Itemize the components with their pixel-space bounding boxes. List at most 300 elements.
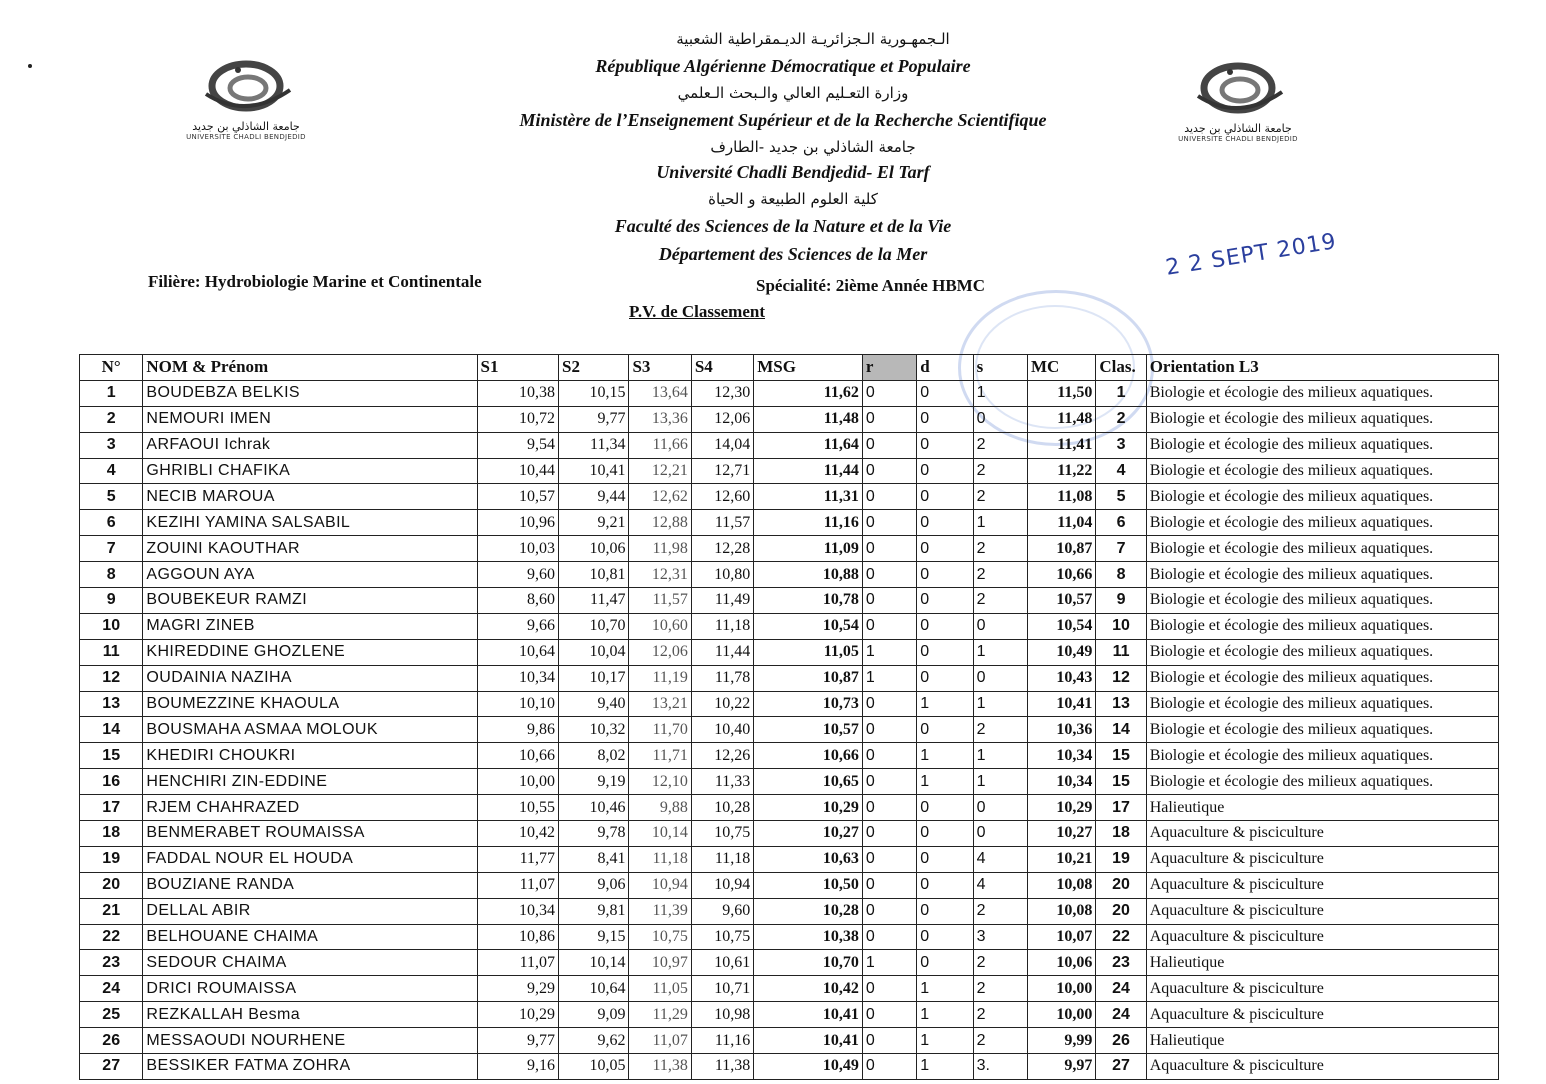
cell-number: 13 <box>80 691 143 717</box>
cell-mc: 11,08 <box>1027 484 1095 510</box>
cell-mc: 10,21 <box>1027 846 1095 872</box>
cell-s: 1 <box>973 639 1027 665</box>
cell-name: DRICI ROUMAISSA <box>143 976 477 1002</box>
cell-orientation: Aquaculture & pisciculture <box>1146 821 1498 847</box>
col-header-s2: S2 <box>559 355 629 381</box>
table-row <box>80 562 1499 588</box>
table-row <box>80 510 1499 536</box>
cell-r: 0 <box>862 613 916 639</box>
cell-s: 2 <box>973 432 1027 458</box>
cell-rank: 20 <box>1096 872 1146 898</box>
cell-r: 0 <box>862 1028 916 1054</box>
cell-s2: 11,47 <box>559 588 629 614</box>
cell-r: 0 <box>862 510 916 536</box>
cell-s2: 10,05 <box>559 1054 629 1080</box>
cell-s1: 9,60 <box>477 562 559 588</box>
cell-s4: 11,18 <box>691 613 753 639</box>
cell-r: 0 <box>862 872 916 898</box>
cell-name: MAGRI ZINEB <box>143 613 477 639</box>
table-row <box>80 872 1499 898</box>
table-row <box>80 821 1499 847</box>
col-header-d: d <box>917 355 973 381</box>
table-row <box>80 1028 1499 1054</box>
cell-d: 0 <box>917 536 973 562</box>
header-arabic-republic: الـجمهـورية الـجزائريـة الديـمقراطية الشعبية <box>676 30 950 48</box>
cell-s4: 12,28 <box>691 536 753 562</box>
cell-msg: 11,31 <box>754 484 863 510</box>
cell-rank: 7 <box>1096 536 1146 562</box>
cell-s3: 13,36 <box>629 406 691 432</box>
filiere-label: Filière: Hydrobiologie Marine et Continentale <box>148 272 482 291</box>
cell-msg: 10,29 <box>754 795 863 821</box>
cell-s4: 11,49 <box>691 588 753 614</box>
cell-orientation: Aquaculture & pisciculture <box>1146 872 1498 898</box>
cell-d: 0 <box>917 562 973 588</box>
cell-mc: 9,97 <box>1027 1054 1095 1080</box>
logo-arabic-name: جامعة الشاذلي بن جديد <box>1184 122 1292 135</box>
cell-s2: 10,46 <box>559 795 629 821</box>
cell-s3: 13,21 <box>629 691 691 717</box>
cell-s: 2 <box>973 484 1027 510</box>
table-row <box>80 898 1499 924</box>
cell-msg: 11,05 <box>754 639 863 665</box>
cell-rank: 12 <box>1096 665 1146 691</box>
cell-s: 1 <box>973 769 1027 795</box>
cell-s2: 8,02 <box>559 743 629 769</box>
cell-number: 19 <box>80 846 143 872</box>
cell-s2: 9,40 <box>559 691 629 717</box>
cell-s3: 11,18 <box>629 846 691 872</box>
cell-s1: 10,42 <box>477 821 559 847</box>
cell-r: 0 <box>862 743 916 769</box>
col-header-mc: MC <box>1027 355 1095 381</box>
cell-s2: 9,15 <box>559 924 629 950</box>
cell-s3: 11,98 <box>629 536 691 562</box>
cell-number: 2 <box>80 406 143 432</box>
cell-number: 27 <box>80 1054 143 1080</box>
cell-r: 0 <box>862 846 916 872</box>
cell-s1: 10,00 <box>477 769 559 795</box>
col-header-s4: S4 <box>691 355 753 381</box>
cell-orientation: Biologie et écologie des milieux aquatiques. <box>1146 406 1498 432</box>
table-row <box>80 717 1499 743</box>
cell-s4: 10,61 <box>691 950 753 976</box>
cell-r: 0 <box>862 536 916 562</box>
cell-s4: 10,98 <box>691 1002 753 1028</box>
cell-name: KHIREDDINE GHOZLENE <box>143 639 477 665</box>
cell-number: 22 <box>80 924 143 950</box>
cell-s1: 11,07 <box>477 950 559 976</box>
cell-name: BOUDEBZA BELKIS <box>143 380 477 406</box>
cell-s4: 11,44 <box>691 639 753 665</box>
cell-s4: 12,26 <box>691 743 753 769</box>
cell-orientation: Biologie et écologie des milieux aquatiques. <box>1146 458 1498 484</box>
cell-number: 25 <box>80 1002 143 1028</box>
cell-rank: 24 <box>1096 1002 1146 1028</box>
cell-d: 0 <box>917 484 973 510</box>
cell-mc: 10,06 <box>1027 950 1095 976</box>
cell-mc: 10,07 <box>1027 924 1095 950</box>
cell-s: 1 <box>973 510 1027 536</box>
cell-number: 7 <box>80 536 143 562</box>
cell-d: 0 <box>917 639 973 665</box>
cell-number: 16 <box>80 769 143 795</box>
logo-arabic-name: جامعة الشاذلي بن جديد <box>192 120 300 133</box>
cell-s4: 12,71 <box>691 458 753 484</box>
cell-name: BOUMEZZINE KHAOULA <box>143 691 477 717</box>
cell-mc: 10,27 <box>1027 821 1095 847</box>
table-row <box>80 639 1499 665</box>
cell-rank: 5 <box>1096 484 1146 510</box>
cell-mc: 11,04 <box>1027 510 1095 536</box>
cell-name: NEMOURI IMEN <box>143 406 477 432</box>
cell-s2: 10,15 <box>559 380 629 406</box>
cell-number: 8 <box>80 562 143 588</box>
cell-mc: 10,49 <box>1027 639 1095 665</box>
cell-s2: 9,78 <box>559 821 629 847</box>
cell-msg: 10,50 <box>754 872 863 898</box>
cell-r: 0 <box>862 1002 916 1028</box>
cell-s1: 10,38 <box>477 380 559 406</box>
cell-s3: 11,57 <box>629 588 691 614</box>
cell-name: FADDAL NOUR EL HOUDA <box>143 846 477 872</box>
cell-r: 0 <box>862 717 916 743</box>
table-row <box>80 769 1499 795</box>
cell-s2: 10,06 <box>559 536 629 562</box>
cell-s4: 11,33 <box>691 769 753 795</box>
cell-number: 10 <box>80 613 143 639</box>
cell-s2: 9,21 <box>559 510 629 536</box>
cell-s4: 10,75 <box>691 924 753 950</box>
cell-s: 2 <box>973 1002 1027 1028</box>
cell-r: 0 <box>862 406 916 432</box>
cell-rank: 3 <box>1096 432 1146 458</box>
cell-number: 17 <box>80 795 143 821</box>
cell-s4: 10,80 <box>691 562 753 588</box>
table-row <box>80 743 1499 769</box>
cell-s4: 10,22 <box>691 691 753 717</box>
cell-s3: 11,19 <box>629 665 691 691</box>
cell-s1: 10,55 <box>477 795 559 821</box>
cell-s2: 9,06 <box>559 872 629 898</box>
cell-s4: 11,18 <box>691 846 753 872</box>
cell-name: AGGOUN AYA <box>143 562 477 588</box>
cell-s: 2 <box>973 717 1027 743</box>
cell-s: 0 <box>973 795 1027 821</box>
cell-name: NECIB MAROUA <box>143 484 477 510</box>
cell-mc: 10,57 <box>1027 588 1095 614</box>
cell-s4: 9,60 <box>691 898 753 924</box>
cell-r: 0 <box>862 588 916 614</box>
cell-rank: 20 <box>1096 898 1146 924</box>
cell-d: 1 <box>917 691 973 717</box>
cell-s3: 10,75 <box>629 924 691 950</box>
cell-name: RJEM CHAHRAZED <box>143 795 477 821</box>
cell-mc: 11,41 <box>1027 432 1095 458</box>
cell-number: 12 <box>80 665 143 691</box>
cell-s3: 12,88 <box>629 510 691 536</box>
cell-s2: 10,04 <box>559 639 629 665</box>
cell-s: 4 <box>973 872 1027 898</box>
cell-number: 20 <box>80 872 143 898</box>
col-header-orientation: Orientation L3 <box>1146 355 1498 381</box>
cell-orientation: Biologie et écologie des milieux aquatiques. <box>1146 743 1498 769</box>
cell-orientation: Aquaculture & pisciculture <box>1146 924 1498 950</box>
cell-s2: 11,34 <box>559 432 629 458</box>
cell-rank: 6 <box>1096 510 1146 536</box>
cell-s3: 11,66 <box>629 432 691 458</box>
cell-name: GHRIBLI CHAFIKA <box>143 458 477 484</box>
cell-s3: 11,07 <box>629 1028 691 1054</box>
cell-rank: 26 <box>1096 1028 1146 1054</box>
cell-orientation: Halieutique <box>1146 795 1498 821</box>
cell-s2: 10,81 <box>559 562 629 588</box>
cell-rank: 27 <box>1096 1054 1146 1080</box>
cell-s: 2 <box>973 562 1027 588</box>
cell-s1: 8,60 <box>477 588 559 614</box>
cell-s: 2 <box>973 898 1027 924</box>
table-row <box>80 691 1499 717</box>
cell-s2: 10,41 <box>559 458 629 484</box>
cell-d: 0 <box>917 821 973 847</box>
cell-name: MESSAOUDI NOURHENE <box>143 1028 477 1054</box>
cell-msg: 10,70 <box>754 950 863 976</box>
cell-s2: 10,70 <box>559 613 629 639</box>
cell-s2: 10,14 <box>559 950 629 976</box>
cell-s1: 9,16 <box>477 1054 559 1080</box>
cell-name: BOUSMAHA ASMAA MOLOUK <box>143 717 477 743</box>
cell-name: SEDOUR CHAIMA <box>143 950 477 976</box>
cell-s: 2 <box>973 458 1027 484</box>
cell-name: BENMERABET ROUMAISSA <box>143 821 477 847</box>
cell-s2: 9,81 <box>559 898 629 924</box>
cell-d: 1 <box>917 976 973 1002</box>
table-row <box>80 950 1499 976</box>
cell-msg: 10,87 <box>754 665 863 691</box>
cell-orientation: Biologie et écologie des milieux aquatiques. <box>1146 510 1498 536</box>
col-header-s1: S1 <box>477 355 559 381</box>
cell-s1: 10,10 <box>477 691 559 717</box>
cell-rank: 13 <box>1096 691 1146 717</box>
cell-r: 1 <box>862 950 916 976</box>
header-french-university: Université Chadli Bendjedid- El Tarf <box>656 162 930 182</box>
cell-orientation: Biologie et écologie des milieux aquatiques. <box>1146 432 1498 458</box>
cell-s4: 11,16 <box>691 1028 753 1054</box>
cell-orientation: Aquaculture & pisciculture <box>1146 1002 1498 1028</box>
cell-s2: 9,19 <box>559 769 629 795</box>
cell-s: 3. <box>973 1054 1027 1080</box>
cell-name: BOUZIANE RANDA <box>143 872 477 898</box>
cell-mc: 10,00 <box>1027 976 1095 1002</box>
cell-mc: 10,54 <box>1027 613 1095 639</box>
table-row <box>80 380 1499 406</box>
cell-number: 4 <box>80 458 143 484</box>
cell-s: 2 <box>973 588 1027 614</box>
cell-s1: 10,66 <box>477 743 559 769</box>
cell-number: 21 <box>80 898 143 924</box>
cell-msg: 10,54 <box>754 613 863 639</box>
col-header-s3: S3 <box>629 355 691 381</box>
cell-msg: 10,38 <box>754 924 863 950</box>
cell-d: 0 <box>917 510 973 536</box>
cell-number: 23 <box>80 950 143 976</box>
cell-d: 0 <box>917 795 973 821</box>
header-arabic-faculty: كلية العلوم الطبيعة و الحياة <box>708 190 878 208</box>
cell-s3: 12,10 <box>629 769 691 795</box>
cell-number: 15 <box>80 743 143 769</box>
cell-d: 0 <box>917 432 973 458</box>
header-french-republic: République Algérienne Démocratique et Populaire <box>595 56 971 76</box>
cell-s3: 11,38 <box>629 1054 691 1080</box>
cell-s4: 10,28 <box>691 795 753 821</box>
cell-s2: 9,62 <box>559 1028 629 1054</box>
cell-mc: 10,41 <box>1027 691 1095 717</box>
cell-d: 0 <box>917 665 973 691</box>
cell-d: 0 <box>917 406 973 432</box>
cell-s1: 10,86 <box>477 924 559 950</box>
cell-s1: 10,96 <box>477 510 559 536</box>
cell-orientation: Aquaculture & pisciculture <box>1146 898 1498 924</box>
cell-name: ZOUINI KAOUTHAR <box>143 536 477 562</box>
cell-s2: 9,44 <box>559 484 629 510</box>
cell-rank: 22 <box>1096 924 1146 950</box>
cell-s4: 14,04 <box>691 432 753 458</box>
cell-msg: 10,63 <box>754 846 863 872</box>
cell-s3: 11,70 <box>629 717 691 743</box>
cell-s1: 10,34 <box>477 898 559 924</box>
cell-mc: 10,00 <box>1027 1002 1095 1028</box>
cell-orientation: Biologie et écologie des milieux aquatiques. <box>1146 562 1498 588</box>
cell-d: 0 <box>917 950 973 976</box>
cell-d: 0 <box>917 924 973 950</box>
cell-msg: 10,65 <box>754 769 863 795</box>
cell-mc: 10,36 <box>1027 717 1095 743</box>
cell-s3: 11,71 <box>629 743 691 769</box>
cell-s: 4 <box>973 846 1027 872</box>
cell-rank: 15 <box>1096 769 1146 795</box>
cell-s2: 8,41 <box>559 846 629 872</box>
cell-rank: 14 <box>1096 717 1146 743</box>
cell-rank: 18 <box>1096 821 1146 847</box>
cell-rank: 11 <box>1096 639 1146 665</box>
table-row <box>80 976 1499 1002</box>
cell-msg: 10,41 <box>754 1002 863 1028</box>
cell-orientation: Biologie et écologie des milieux aquatiques. <box>1146 639 1498 665</box>
cell-rank: 8 <box>1096 562 1146 588</box>
logo-french-name: UNIVERSITE CHADLI BENDJEDID <box>1178 135 1298 143</box>
logo-french-name: UNIVERSITE CHADLI BENDJEDID <box>186 133 306 141</box>
cell-s4: 10,75 <box>691 821 753 847</box>
table-row <box>80 1002 1499 1028</box>
cell-orientation: Biologie et écologie des milieux aquatiques. <box>1146 536 1498 562</box>
header-arabic-university: جامعة الشاذلي بن جديد -الطارف <box>710 138 916 156</box>
cell-s4: 10,40 <box>691 717 753 743</box>
cell-number: 26 <box>80 1028 143 1054</box>
cell-name: ARFAOUI Ichrak <box>143 432 477 458</box>
cell-s1: 11,77 <box>477 846 559 872</box>
cell-s3: 12,06 <box>629 639 691 665</box>
cell-r: 0 <box>862 484 916 510</box>
cell-s3: 11,39 <box>629 898 691 924</box>
cell-mc: 9,99 <box>1027 1028 1095 1054</box>
cell-msg: 11,09 <box>754 536 863 562</box>
cell-s2: 10,17 <box>559 665 629 691</box>
cell-r: 0 <box>862 1054 916 1080</box>
cell-mc: 10,29 <box>1027 795 1095 821</box>
cell-msg: 10,66 <box>754 743 863 769</box>
cell-number: 5 <box>80 484 143 510</box>
cell-rank: 24 <box>1096 976 1146 1002</box>
cell-name: BESSIKER FATMA ZOHRA <box>143 1054 477 1080</box>
cell-orientation: Biologie et écologie des milieux aquatiques. <box>1146 769 1498 795</box>
cell-number: 14 <box>80 717 143 743</box>
cell-orientation: Biologie et écologie des milieux aquatiques. <box>1146 588 1498 614</box>
cell-number: 3 <box>80 432 143 458</box>
cell-orientation: Aquaculture & pisciculture <box>1146 1054 1498 1080</box>
col-header-clas: Clas. <box>1096 355 1146 381</box>
cell-msg: 10,41 <box>754 1028 863 1054</box>
cell-number: 18 <box>80 821 143 847</box>
cell-rank: 15 <box>1096 743 1146 769</box>
cell-mc: 10,08 <box>1027 872 1095 898</box>
cell-msg: 10,27 <box>754 821 863 847</box>
table-row <box>80 846 1499 872</box>
cell-s1: 9,66 <box>477 613 559 639</box>
cell-s3: 12,21 <box>629 458 691 484</box>
date-stamp: 2 2 SEPT 2019 <box>1164 229 1339 281</box>
cell-msg: 10,42 <box>754 976 863 1002</box>
cell-s: 0 <box>973 406 1027 432</box>
cell-s2: 9,09 <box>559 1002 629 1028</box>
specialite-label: Spécialité: 2ième Année HBMC <box>756 276 985 295</box>
cell-s1: 10,57 <box>477 484 559 510</box>
cell-s1: 10,34 <box>477 665 559 691</box>
cell-rank: 23 <box>1096 950 1146 976</box>
table-row <box>80 432 1499 458</box>
header-french-department: Département des Sciences de la Mer <box>658 244 928 264</box>
cell-orientation: Halieutique <box>1146 1028 1498 1054</box>
cell-s: 0 <box>973 613 1027 639</box>
cell-msg: 11,48 <box>754 406 863 432</box>
cell-s4: 12,30 <box>691 380 753 406</box>
cell-orientation: Aquaculture & pisciculture <box>1146 976 1498 1002</box>
cell-r: 0 <box>862 562 916 588</box>
cell-rank: 4 <box>1096 458 1146 484</box>
cell-s: 2 <box>973 1028 1027 1054</box>
cell-number: 24 <box>80 976 143 1002</box>
cell-s3: 12,31 <box>629 562 691 588</box>
cell-rank: 19 <box>1096 846 1146 872</box>
cell-s: 3 <box>973 924 1027 950</box>
cell-orientation: Biologie et écologie des milieux aquatiques. <box>1146 613 1498 639</box>
cell-msg: 10,28 <box>754 898 863 924</box>
table-row <box>80 795 1499 821</box>
cell-d: 1 <box>917 769 973 795</box>
cell-orientation: Biologie et écologie des milieux aquatiques. <box>1146 691 1498 717</box>
cell-s3: 10,60 <box>629 613 691 639</box>
cell-d: 0 <box>917 380 973 406</box>
cell-name: KHEDIRI CHOUKRI <box>143 743 477 769</box>
cell-mc: 10,34 <box>1027 769 1095 795</box>
cell-s3: 10,97 <box>629 950 691 976</box>
cell-r: 0 <box>862 976 916 1002</box>
cell-s3: 11,05 <box>629 976 691 1002</box>
cell-s4: 11,57 <box>691 510 753 536</box>
header-arabic-ministry: وزارة التعـليم العالي والـبحث الـعلمي <box>677 84 909 102</box>
cell-orientation: Biologie et écologie des milieux aquatiques. <box>1146 484 1498 510</box>
cell-d: 1 <box>917 1054 973 1080</box>
cell-r: 0 <box>862 795 916 821</box>
